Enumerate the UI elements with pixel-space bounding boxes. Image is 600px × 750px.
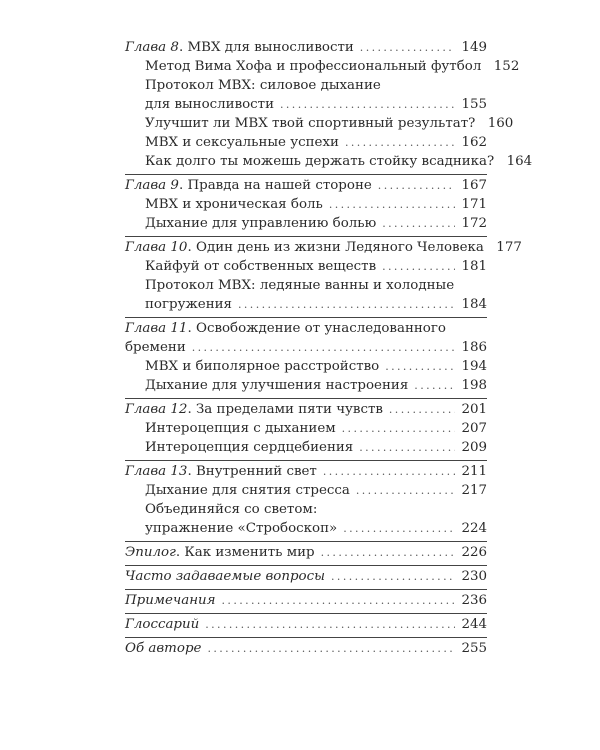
toc-section (145, 276, 487, 314)
toc-section (145, 214, 487, 233)
section-title: МВХ и биполярное расстройство (145, 359, 380, 374)
chapter-label: Об авторе (125, 641, 202, 656)
chapter-divider (125, 613, 487, 614)
chapter-title: . МВХ для выносливости (178, 40, 354, 55)
leader-dots (207, 639, 455, 658)
leader-dots (360, 38, 455, 57)
section-title-line-1: Протокол МВХ: силовое дыхание (145, 78, 381, 93)
chapter-label: Глава 8 (125, 40, 179, 55)
toc-section (145, 438, 487, 457)
page-number: 201 (461, 402, 487, 417)
chapter-label: Глава 9 (125, 178, 179, 193)
section-title: Кайфуй от собственных веществ (145, 259, 377, 274)
leader-dots (222, 591, 455, 610)
section-title: МВХ и хроническая боль (145, 197, 323, 212)
chapter-label: Глава 13 (125, 464, 188, 479)
page-number: 172 (461, 216, 487, 231)
toc-section (145, 195, 487, 214)
leader-dots (323, 462, 455, 481)
toc-chapter-9 (125, 176, 487, 195)
page-number: 160 (487, 116, 514, 131)
section-title: упражнение «Стробоскоп» (145, 521, 338, 536)
page-number: 194 (461, 359, 487, 374)
page-number: 167 (461, 178, 487, 193)
page-number: 152 (493, 59, 520, 74)
page-number: 149 (461, 40, 487, 55)
section-title: Интероцепция сердцебиения (145, 440, 354, 455)
leader-dots (389, 400, 455, 419)
page-number: 236 (461, 593, 487, 608)
toc-section (145, 257, 487, 276)
leader-dots (382, 257, 455, 276)
chapter-label: Эпилог (125, 545, 176, 560)
toc-section (145, 481, 487, 500)
toc-section (145, 114, 514, 133)
page-number: 155 (461, 97, 487, 112)
chapter-label: Глоссарий (125, 617, 200, 632)
leader-dots (378, 176, 455, 195)
toc-section (145, 419, 487, 438)
toc-glossary (125, 615, 487, 634)
chapter-divider (125, 236, 487, 237)
leader-dots (280, 95, 455, 114)
page-number: 209 (461, 440, 487, 455)
toc-faq (125, 567, 487, 586)
leader-dots (205, 615, 455, 634)
toc-notes (125, 591, 487, 610)
leader-dots (356, 481, 455, 500)
chapter-title-line-1: . Освобождение от унаследованного (187, 321, 446, 336)
chapter-title: . За пределами пяти чувств (187, 402, 383, 417)
leader-dots (359, 438, 455, 457)
leader-dots (343, 519, 455, 538)
toc-chapter-8 (125, 38, 487, 57)
leader-dots (385, 357, 455, 376)
chapter-label: Глава 10 (125, 240, 188, 255)
section-title: для выносливости (145, 97, 275, 112)
chapter-divider (125, 174, 487, 175)
leader-dots (414, 376, 455, 395)
page-number: 162 (461, 135, 487, 150)
leader-dots (345, 133, 455, 152)
section-title: МВХ и сексуальные успехи (145, 135, 339, 150)
chapter-label: Глава 11 (125, 321, 188, 336)
toc-about-author (125, 639, 487, 658)
page-number: 171 (461, 197, 487, 212)
chapter-label: Часто задаваемые вопросы (125, 569, 326, 584)
chapter-divider (125, 460, 487, 461)
section-title: Дыхание для улучшения настроения (145, 378, 409, 393)
toc-chapter-11 (125, 319, 487, 357)
chapter-divider (125, 541, 487, 542)
toc-chapter-10 (125, 238, 522, 257)
section-title: Как долго ты можешь держать стойку всадника? (145, 154, 495, 169)
toc-section (145, 500, 487, 538)
page-number: 211 (461, 464, 487, 479)
page-number: 226 (461, 545, 487, 560)
chapter-divider (125, 637, 487, 638)
section-title: погружения (145, 297, 232, 312)
page-number: 186 (461, 340, 487, 355)
leader-dots (192, 338, 455, 357)
leader-dots (329, 195, 455, 214)
toc-section (145, 357, 487, 376)
toc-chapter-13 (125, 462, 487, 481)
leader-dots (331, 567, 455, 586)
section-title-line-1: Объединяйся со светом: (145, 502, 318, 517)
chapter-title: . Правда на нашей стороне (178, 178, 372, 193)
chapter-title: бремени (125, 340, 186, 355)
page-number: 230 (461, 569, 487, 584)
toc-epilogue (125, 543, 487, 562)
section-title: Метод Вима Хофа и профессиональный футбол (145, 59, 482, 74)
section-title: Дыхание для управлению болью (145, 216, 377, 231)
chapter-divider (125, 565, 487, 566)
chapter-divider (125, 398, 487, 399)
chapter-divider (125, 589, 487, 590)
page-number: 217 (461, 483, 487, 498)
toc-chapter-12 (125, 400, 487, 419)
leader-dots (321, 543, 455, 562)
section-title: Интероцепция с дыханием (145, 421, 336, 436)
toc-section (145, 376, 487, 395)
page-number: 244 (461, 617, 487, 632)
toc-section (145, 57, 520, 76)
page-number: 207 (461, 421, 487, 436)
chapter-title: . Как изменить мир (175, 545, 315, 560)
toc-section (145, 76, 487, 114)
page-number: 224 (461, 521, 487, 536)
page-number: 164 (506, 154, 533, 169)
page-number: 184 (461, 297, 487, 312)
leader-dots (238, 295, 455, 314)
chapter-title: . Внутренний свет (187, 464, 317, 479)
chapter-label: Примечания (125, 593, 216, 608)
toc-section (145, 152, 533, 171)
page-number: 177 (496, 240, 522, 255)
chapter-title: . Один день из жизни Ледяного Человека (187, 240, 484, 255)
leader-dots (342, 419, 455, 438)
page-number: 198 (461, 378, 487, 393)
section-title: Дыхание для снятия стресса (145, 483, 350, 498)
section-title-line-1: Протокол МВХ: ледяные ванны и холодные (145, 278, 455, 293)
toc-section (145, 133, 487, 152)
chapter-label: Глава 12 (125, 402, 188, 417)
section-title: Улучшит ли МВХ твой спортивный результат? (145, 116, 476, 131)
page-number: 255 (461, 641, 487, 656)
page-number: 181 (461, 259, 487, 274)
leader-dots (382, 214, 455, 233)
chapter-divider (125, 317, 487, 318)
